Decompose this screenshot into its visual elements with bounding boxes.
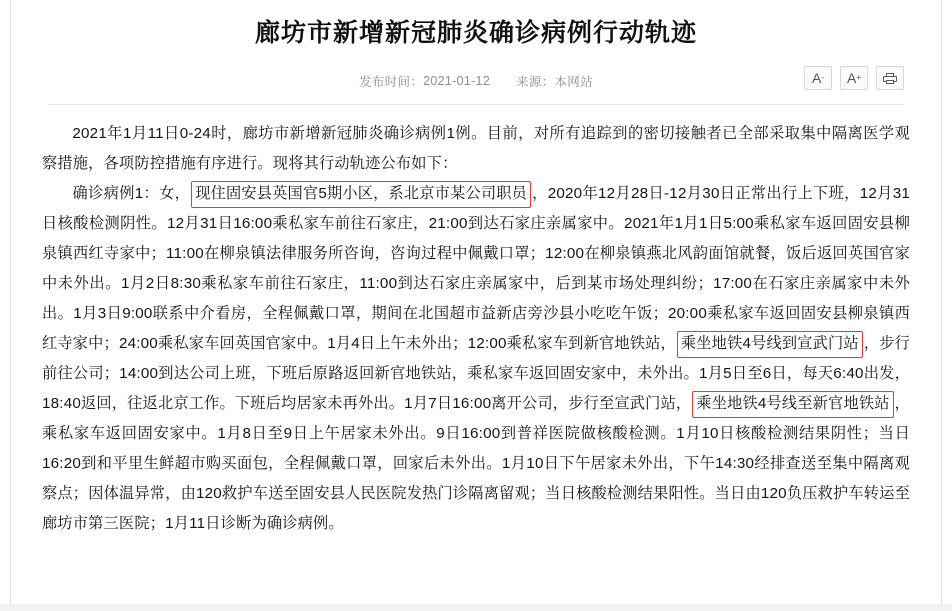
document-toolbar (804, 66, 904, 90)
document-meta (34, 68, 918, 94)
text-run: ，乘私家车返回固安家中。1月8日至9日上午居家未外出。9日16:00到普祥医院做核酸检测。1月10日核酸检测结果阴性；当日16:20到和平里生鲜超市购买面包，全程佩戴口罩，回家后未外出。1月10日下午居家未外出，下午14:30经排查送至集中隔离观察点；因体温异常，由120救护车送至固安县人民医院发热门诊隔离留观；当日核酸检测结果阳性。当日由120负压救护车转运至廊坊市第三医院；1月11日诊断为确诊病例。 (42, 395, 910, 532)
source-label: 来源： (516, 75, 555, 89)
publish-time-label: 发布时间： (359, 75, 424, 89)
decrease-font-label: A (811, 70, 822, 86)
decrease-font-button[interactable] (804, 66, 832, 90)
highlighted-text: 乘坐地铁4号线到宣武门站 (677, 331, 863, 358)
paragraph-2 (42, 179, 910, 539)
increase-font-label: A (846, 70, 857, 86)
printer-icon (883, 73, 897, 84)
text-run: 确诊病例1：女， (72, 185, 191, 202)
header-divider (48, 104, 904, 105)
text-run: ，2020年12月28日-12月30日正常出行上下班，12月31日核酸检测阴性。12月31日16:00乘私家车前往石家庄，21:00到达石家庄亲属家中。2021年1月1日5:00乘私家车返回固安县柳泉镇西红寺家中；11:00在柳泉镇法律服务所咨询，咨询过程中佩戴口罩；12:00在柳泉镇燕北风韵面馆就餐，饭后返回英国官家中未外出。1月2日8:30乘私家车前往石家庄，11:00到达石家庄亲属家中，后到某市场处理纠纷；17:00在石家庄亲属家中未外出。1月3日9:00联系中介看房，全程佩戴口罩，期间在北国超市益新店旁沙县小吃吃午饭；20:00乘私家车返回固安县柳泉镇西红寺家中；24:00乘私家车回英国官家中。1月4日上午未外出；12:00乘私家车到新官地铁站， (42, 185, 911, 352)
publish-time-value: 2021-01-12 (423, 74, 491, 88)
source-value: 本网站 (554, 75, 593, 89)
decrease-font-sup: - (821, 73, 824, 82)
paragraph-1 (42, 119, 910, 179)
increase-font-button[interactable] (840, 66, 868, 90)
bottom-scroll-strip[interactable] (0, 604, 952, 611)
highlighted-text: 现住固安县英国官5期小区，系北京市某公司职员 (191, 181, 531, 208)
article-content (34, 119, 918, 539)
page-title: 廊坊市新增新冠肺炎确诊病例行动轨迹 (254, 19, 697, 47)
highlighted-text: 乘坐地铁4号线至新官地铁站 (692, 391, 893, 418)
text-run: 2021年1月11日0-24时，廊坊市新增新冠肺炎确诊病例1例。目前，对所有追踪到的密切接触者已全部采取集中隔离医学观察措施，各项防控措施有序进行。现将其行动轨迹公布如下： (42, 125, 910, 172)
increase-font-sup: + (856, 73, 861, 82)
print-button[interactable] (876, 66, 904, 90)
text-run: ，步行前往公司；14:00到达公司上班，下班后原路返回新官地铁站，乘私家车返回固安家中，未外出。1月5日至6日，每天6:40出发，18:40返回，往返北京工作。下班后均居家未再外出。1月7日16:00离开公司，步行至宣武门站， (42, 335, 910, 412)
